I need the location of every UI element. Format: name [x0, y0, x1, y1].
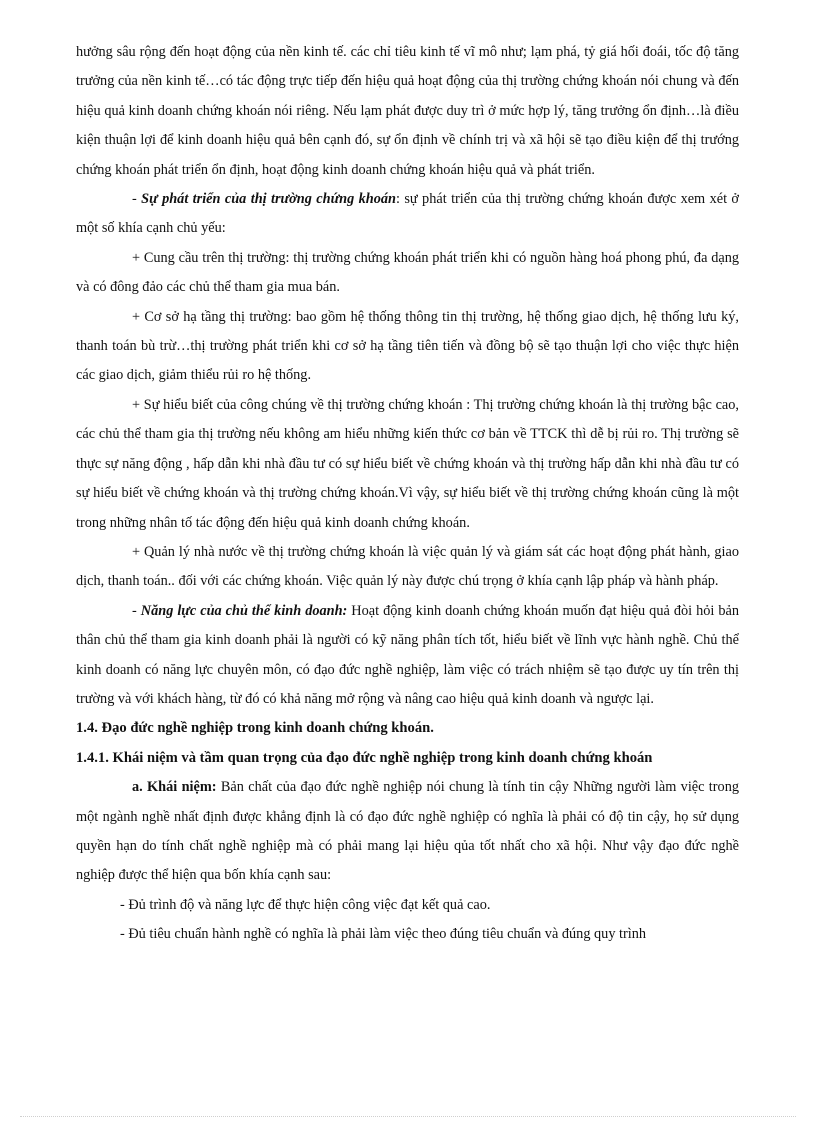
- page-bottom-rule: [20, 1116, 796, 1117]
- paragraph-text: Hoạt động kinh doanh chứng khoán muốn đạt hiệu quả đòi hỏi bản thân chủ thể tham gia kinh doanh phải là người có kỹ năng phân tích tốt, hiểu biết về lĩnh vực hành nghề. Chủ thể kinh doanh có năng lực chuyên môn, có đạo đức nghề nghiệp, làm việc có trách nhiệm sẽ tạo được uy tín trên thị trường và với khách hàng, từ đó có khả năng mở rộng và nâng cao hiệu quả kinh doanh và ngược lại.: [76, 602, 739, 707]
- paragraph-macro-economy: hưởng sâu rộng đến hoạt động của nền kinh tế. các chỉ tiêu kinh tế vĩ mô như; lạm phá, tỷ giá hối đoái, tốc độ tăng trưởng của nền kinh tế…có tác động trực tiếp đến hiệu quả hoạt động của thị trường chứng khoán nói chung và đến hiệu quả kinh doanh chứng khoán nói riêng. Nếu lạm phát được duy trì ở mức hợp lý, tăng trưởng ổn định…là điều kiện thuận lợi để kinh doanh hiệu quả bên cạnh đó, sự ổn định về chính trị và xã hội sẽ tạo điều kiện để thị trướng chứng khoán phát triển ổn định, hoạt động kinh doanh chứng khoán hiệu quả và phát triển.: [76, 44, 739, 178]
- paragraph-concept: [76, 773, 739, 891]
- dash-prefix: -: [132, 602, 141, 619]
- paragraph-standards: - Đủ tiêu chuẩn hành nghề có nghĩa là phải làm việc theo đúng tiêu chuẩn và đúng quy trình: [120, 926, 647, 943]
- paragraph-supply-demand: + Cung cầu trên thị trường: thị trường chứng khoán phát triển khi có nguồn hàng hoá phong phú, đa dạng và có đông đảo các chủ thể tham gia mua bán.: [76, 249, 739, 296]
- paragraph-market-development: [76, 185, 739, 244]
- dash-prefix: -: [132, 191, 142, 208]
- paragraph-text: Bản chất của đạo đức nghề nghiệp nói chung là tính tin cậy Những người làm việc trong một ngành nghề nhất định được khẳng định là có đạo đức nghề nghiệp có nghĩa là phải có độ tin cậy, họ sử dụng quyền hạn do tính chất nghề nghiệp mà có phải mang lại hiệu qủa tốt nhất cho xã hội. Như vậy đạo đức nghề nghiệp được thể hiện qua bốn khía cạnh sau:: [76, 779, 739, 884]
- paragraph-public-understanding: + Sự hiểu biết của công chúng về thị trường chứng khoán : Thị trường chứng khoán là thị trường bậc cao, các chủ thể tham gia thị trường nếu không am hiểu những kiến thức cơ bản về TTCK thì dễ bị rủi ro. Thị trường sẽ thực sự năng động , hấp dẫn khi nhà đầu tư có sự hiểu biết về chứng khoán và thị trường hấp dẫn khi nhà đầu tư có sự hiểu biết về chứng khoán và thị trường chứng khoán.Vì vậy, sự hiểu biết về thị trường chứng khoán cũng là một trong những nhân tố tác động đến hiệu quả kinh doanh chứng khoán.: [76, 396, 739, 531]
- paragraph-text: : sự phát triển của thị trường chứng khoán được xem xét ở một số khía cạnh chủ yếu:: [76, 191, 739, 237]
- bold-term: a. Khái niệm:: [132, 779, 217, 796]
- section-heading-1-4: 1.4. Đạo đức nghề nghiệp trong kinh doanh chứng khoán.: [76, 720, 434, 737]
- paragraph-state-management: + Quản lý nhà nước về thị trường chứng khoán là việc quản lý và giám sát các hoạt động phát hành, giao dịch, thanh toán.. đối với các chứng khoán. Việc quản lý này được chú trọng ở khía cạnh lập pháp và hành pháp.: [76, 543, 739, 590]
- document-page: [76, 38, 739, 950]
- paragraph-infrastructure: + Cơ sở hạ tầng thị trường: bao gồm hệ thống thông tin thị trường, hệ thống giao dịch, hệ thống lưu ký, thanh toán bù trừ…thị trường phát triển khi cơ sở hạ tầng tiên tiến và đồng bộ sẽ tạo thuận lợi cho việc thực hiện các giao dịch, giảm thiểu rủi ro hệ thống.: [76, 308, 739, 384]
- section-heading-1-4-1: 1.4.1. Khái niệm và tầm quan trọng của đạo đức nghề nghiệp trong kinh doanh chứng khoán: [76, 749, 653, 766]
- paragraph-qualification: - Đủ trình độ và năng lực để thực hiện công việc đạt kết quả cao.: [120, 896, 491, 913]
- bold-italic-term: Sự phát triển của thị trường chứng khoán: [141, 191, 396, 208]
- paragraph-business-capacity: [76, 597, 739, 715]
- bold-italic-term: Năng lực của chủ thể kinh doanh:: [140, 602, 348, 619]
